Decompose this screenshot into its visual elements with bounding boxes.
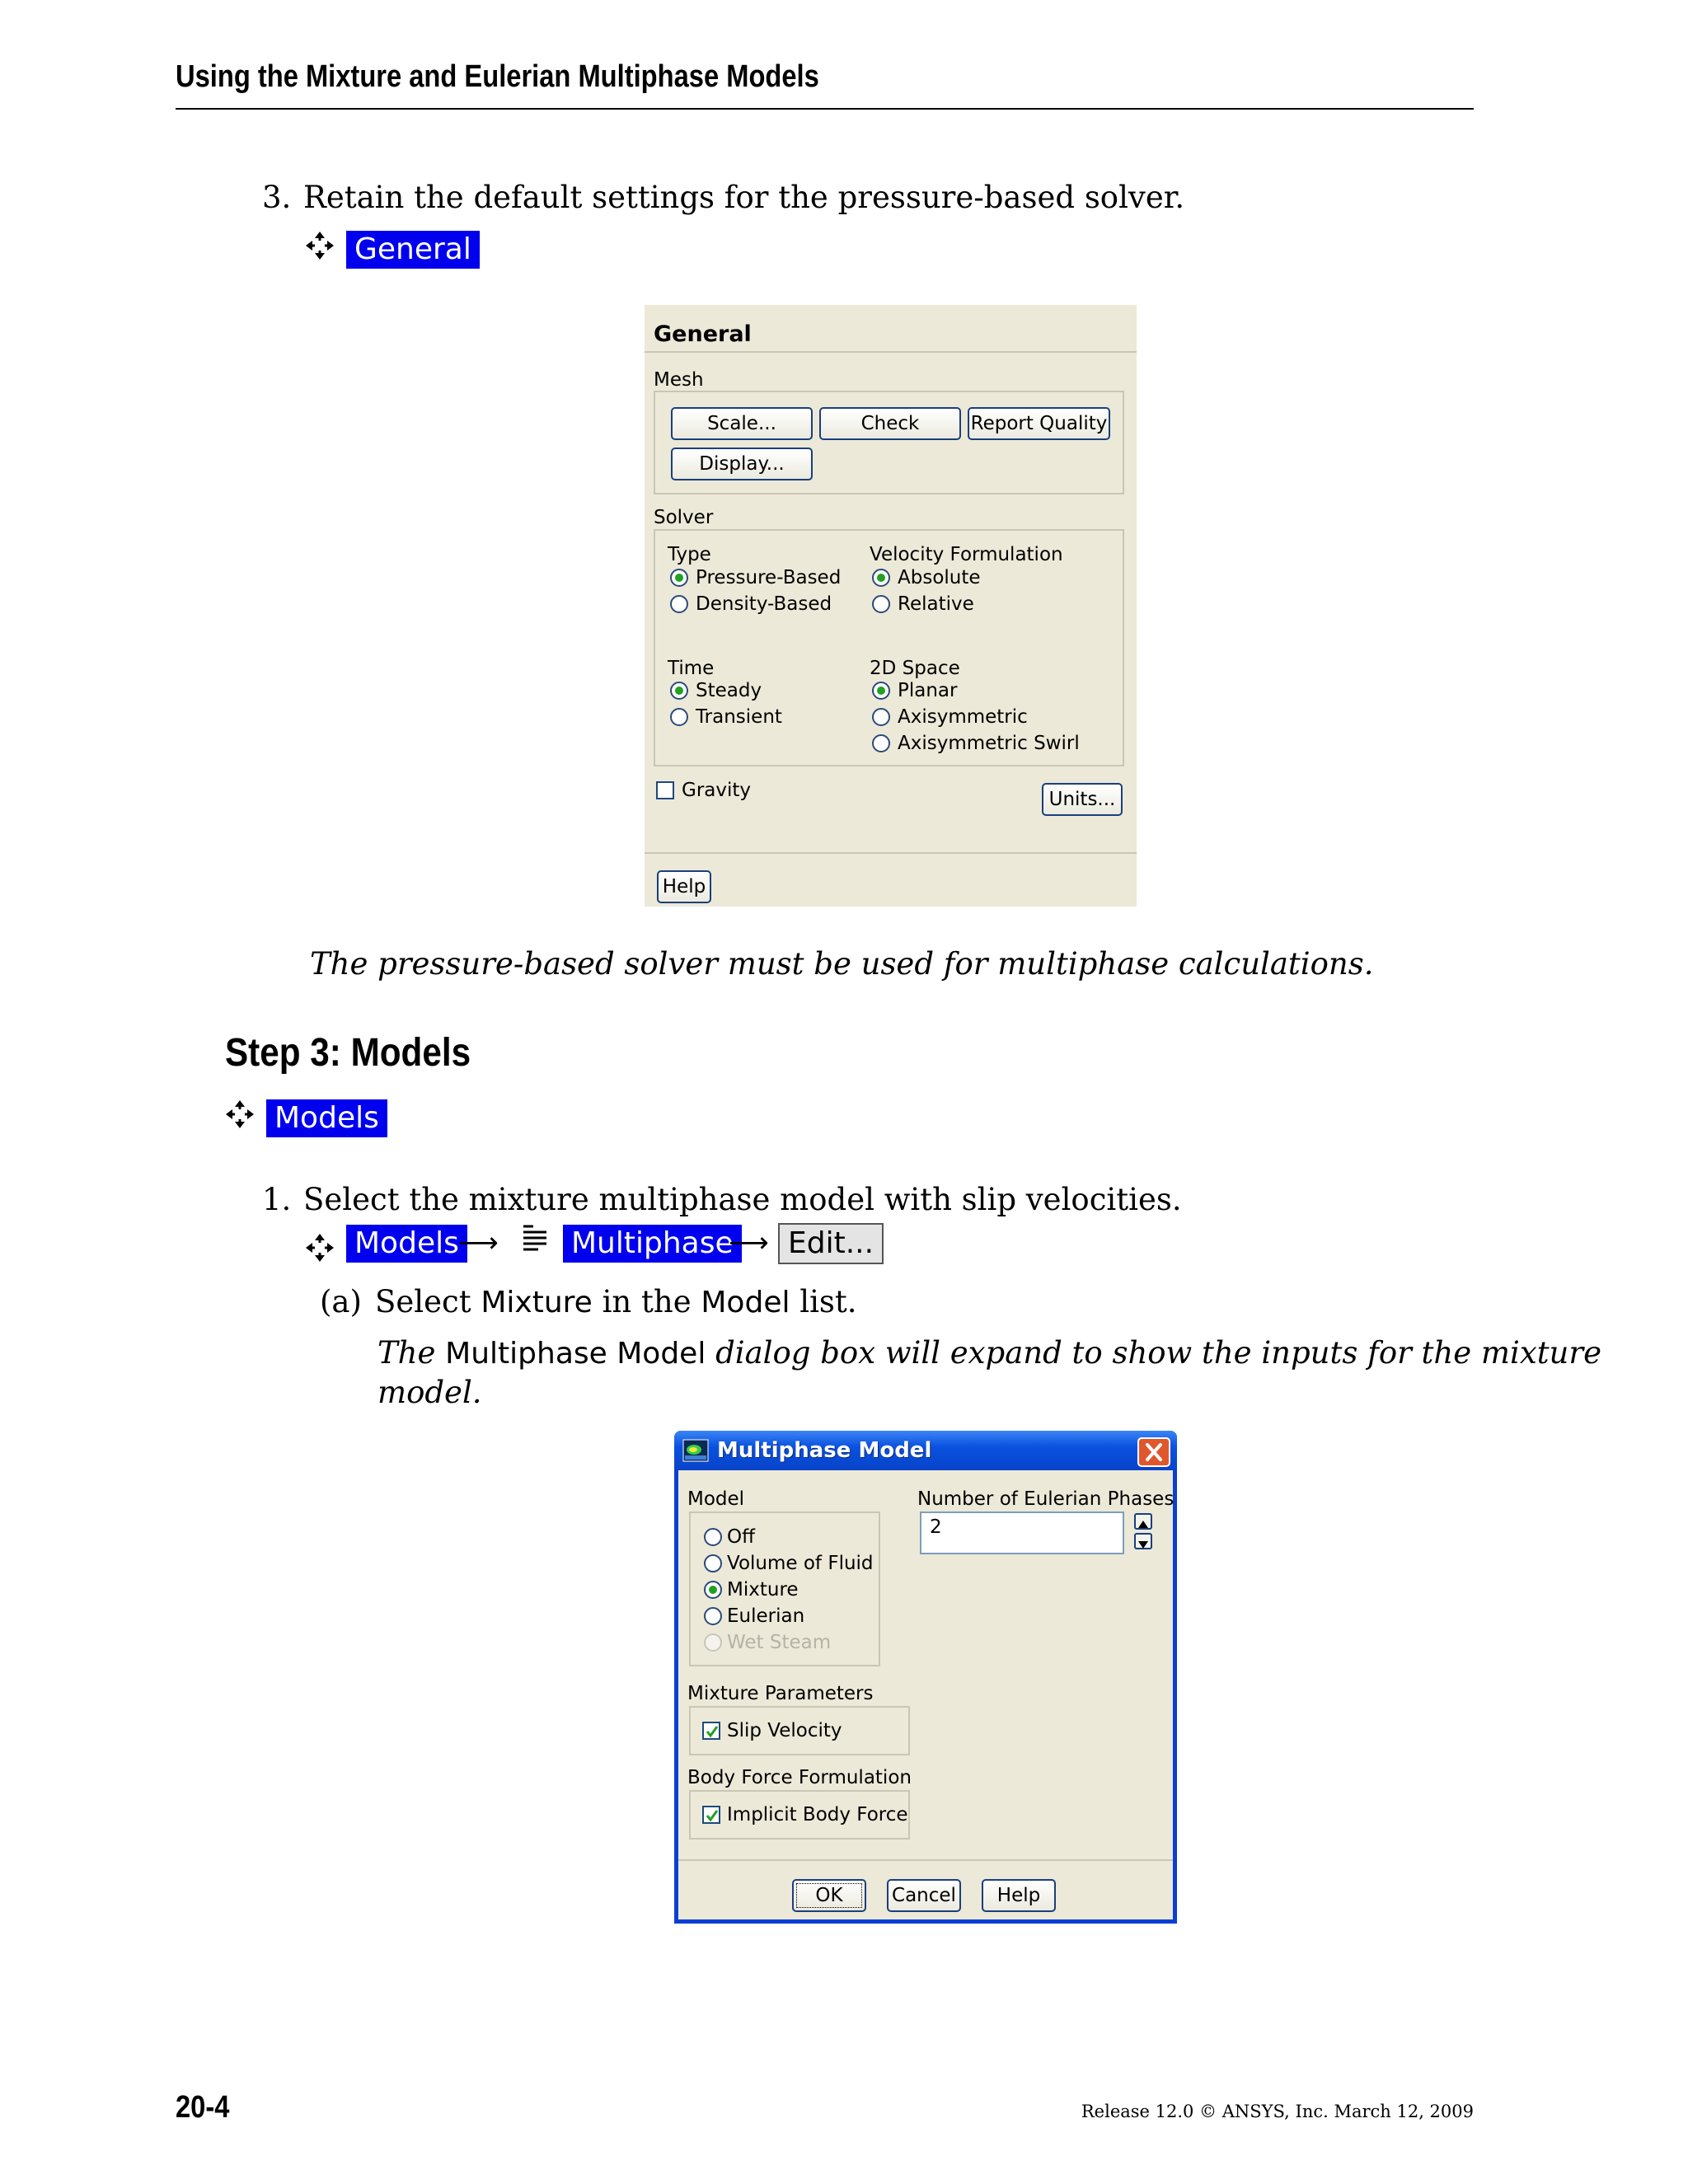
multiphase-model-dialog [674,1431,1177,1924]
note-pressure-based: The pressure-based solver must be used for multiphase calculations. [310,946,1374,982]
spin-up-icon [1136,1518,1151,1531]
radio-axisymmetric-swirl[interactable] [872,734,890,752]
radio-relative[interactable] [872,595,890,613]
sub-a-term-mixture: Mixture [481,1286,593,1319]
help-button[interactable]: Help [657,870,711,903]
units-button[interactable]: Units... [1042,783,1123,816]
running-title: Using the Mixture and Eulerian Multiphase Models [176,59,819,94]
eulerian-phases-label: Number of Eulerian Phases [917,1488,1175,1510]
slip-velocity-checkbox[interactable] [702,1722,720,1740]
dialog-title: Multiphase Model [717,1438,932,1463]
scale-button[interactable]: Scale... [671,407,813,440]
display-button[interactable]: Display... [671,448,813,480]
radio-label-off: Off [727,1526,755,1548]
radio-label-axisymmetric: Axisymmetric [898,706,1028,728]
close-button[interactable] [1137,1437,1170,1467]
radio-label-steady: Steady [696,680,762,701]
panel-footer-divider [645,852,1137,854]
mixture-parameters-label: Mixture Parameters [687,1683,874,1704]
spin-up-button[interactable] [1134,1513,1152,1530]
nav-models-link[interactable]: Models [266,1099,387,1137]
step-heading: Step 3: Models [225,1031,471,1075]
note-dialog-line2: model. [377,1375,482,1410]
header-rule [176,108,1474,110]
dialog-footer-divider [678,1859,1173,1861]
radio-absolute[interactable] [872,569,890,587]
radio-label-density-based: Density-Based [696,593,832,615]
dialog-body [678,1470,1173,1919]
checkmark-icon [705,1808,720,1823]
radio-model-eulerian[interactable] [704,1607,722,1625]
radio-planar[interactable] [872,682,890,700]
sub-a-pre: Select [375,1284,471,1319]
radio-axisymmetric[interactable] [872,708,890,726]
radio-label-eulerian: Eulerian [727,1605,805,1627]
nav-general-link[interactable]: General [346,231,480,269]
nav-edit-button[interactable]: Edit... [778,1223,884,1264]
note-dialog-line1 [377,1335,1601,1371]
gravity-checkbox[interactable] [656,781,674,799]
type-label: Type [668,544,711,565]
model-group-label: Model [687,1488,745,1510]
step3-item-text: Retain the default settings for the pressure-based solver. [303,180,1185,215]
fluent-app-icon [682,1439,709,1467]
navigation-pane-icon [305,231,335,260]
page-number: 20-4 [176,2090,230,2125]
sub-a-mid: in the [602,1284,692,1319]
sub-a-post: list. [799,1284,857,1319]
panel-title-divider [645,351,1137,353]
general-panel [645,305,1137,907]
sub-a-line [375,1284,857,1319]
nav-arrow: ⟶ [729,1226,769,1259]
ok-button[interactable]: OK [792,1879,866,1912]
radio-label-pressure-based: Pressure-Based [696,567,842,588]
radio-model-wet-steam [704,1633,722,1652]
radio-density-based[interactable] [670,595,688,613]
radio-label-mixture: Mixture [727,1579,799,1601]
spin-down-icon [1136,1538,1151,1551]
release-note: Release 12.0 © ANSYS, Inc. March 12, 2009 [1081,2102,1474,2121]
implicit-body-force-checkbox[interactable] [702,1806,720,1824]
step3-item-number: 3. [262,180,292,215]
body-force-formulation-label: Body Force Formulation [687,1767,912,1788]
velocity-formulation-label: Velocity Formulation [870,544,1063,565]
dialog-titlebar[interactable] [674,1431,1177,1470]
radio-label-planar: Planar [898,680,958,701]
note-dialog-pre: The [377,1335,436,1371]
radio-transient[interactable] [670,708,688,726]
nav-arrow: ⟶ [458,1226,499,1259]
radio-model-mixture[interactable] [704,1581,722,1599]
check-button[interactable]: Check [819,407,961,440]
2d-space-label: 2D Space [870,658,960,679]
item1-text: Select the mixture multiphase model with slip velocities. [303,1182,1182,1217]
time-label: Time [668,658,715,679]
radio-label-absolute: Absolute [898,567,981,588]
radio-label-wet-steam: Wet Steam [727,1632,832,1653]
radio-label-volume-of-fluid: Volume of Fluid [727,1553,874,1574]
radio-model-off[interactable] [704,1528,722,1546]
checkmark-icon [705,1724,720,1739]
navigation-pane-icon [225,1099,255,1129]
help-button[interactable]: Help [982,1879,1056,1912]
solver-group-label: Solver [654,507,714,528]
radio-label-relative: Relative [898,593,974,615]
panel-title: General [654,321,752,347]
implicit-body-force-label: Implicit Body Force [727,1804,908,1825]
close-icon [1139,1439,1169,1465]
note-dialog-post: dialog box will expand to show the inputs for the mixture [715,1335,1601,1371]
radio-label-transient: Transient [696,706,782,728]
radio-label-axisymmetric-swirl: Axisymmetric Swirl [898,733,1080,754]
radio-pressure-based[interactable] [670,569,688,587]
navigation-pane-icon [305,1233,335,1263]
radio-model-vof[interactable] [704,1554,722,1572]
sub-a-term-model: Model [701,1286,790,1319]
radio-steady[interactable] [670,682,688,700]
mesh-group-label: Mesh [654,369,704,391]
report-quality-button[interactable]: Report Quality [968,407,1110,440]
slip-velocity-label: Slip Velocity [727,1720,842,1741]
sub-a-label: (a) [320,1284,362,1319]
nav-multiphase-link[interactable]: Multiphase [563,1225,742,1263]
item1-number: 1. [262,1182,292,1217]
nav-models-link[interactable]: Models [346,1225,467,1263]
eulerian-phases-input[interactable]: 2 [920,1511,1124,1554]
gravity-label: Gravity [682,780,752,801]
task-list-icon [522,1223,548,1259]
note-dialog-term: Multiphase Model [445,1337,706,1371]
spin-down-button[interactable] [1134,1533,1152,1549]
cancel-button[interactable]: Cancel [887,1879,961,1912]
